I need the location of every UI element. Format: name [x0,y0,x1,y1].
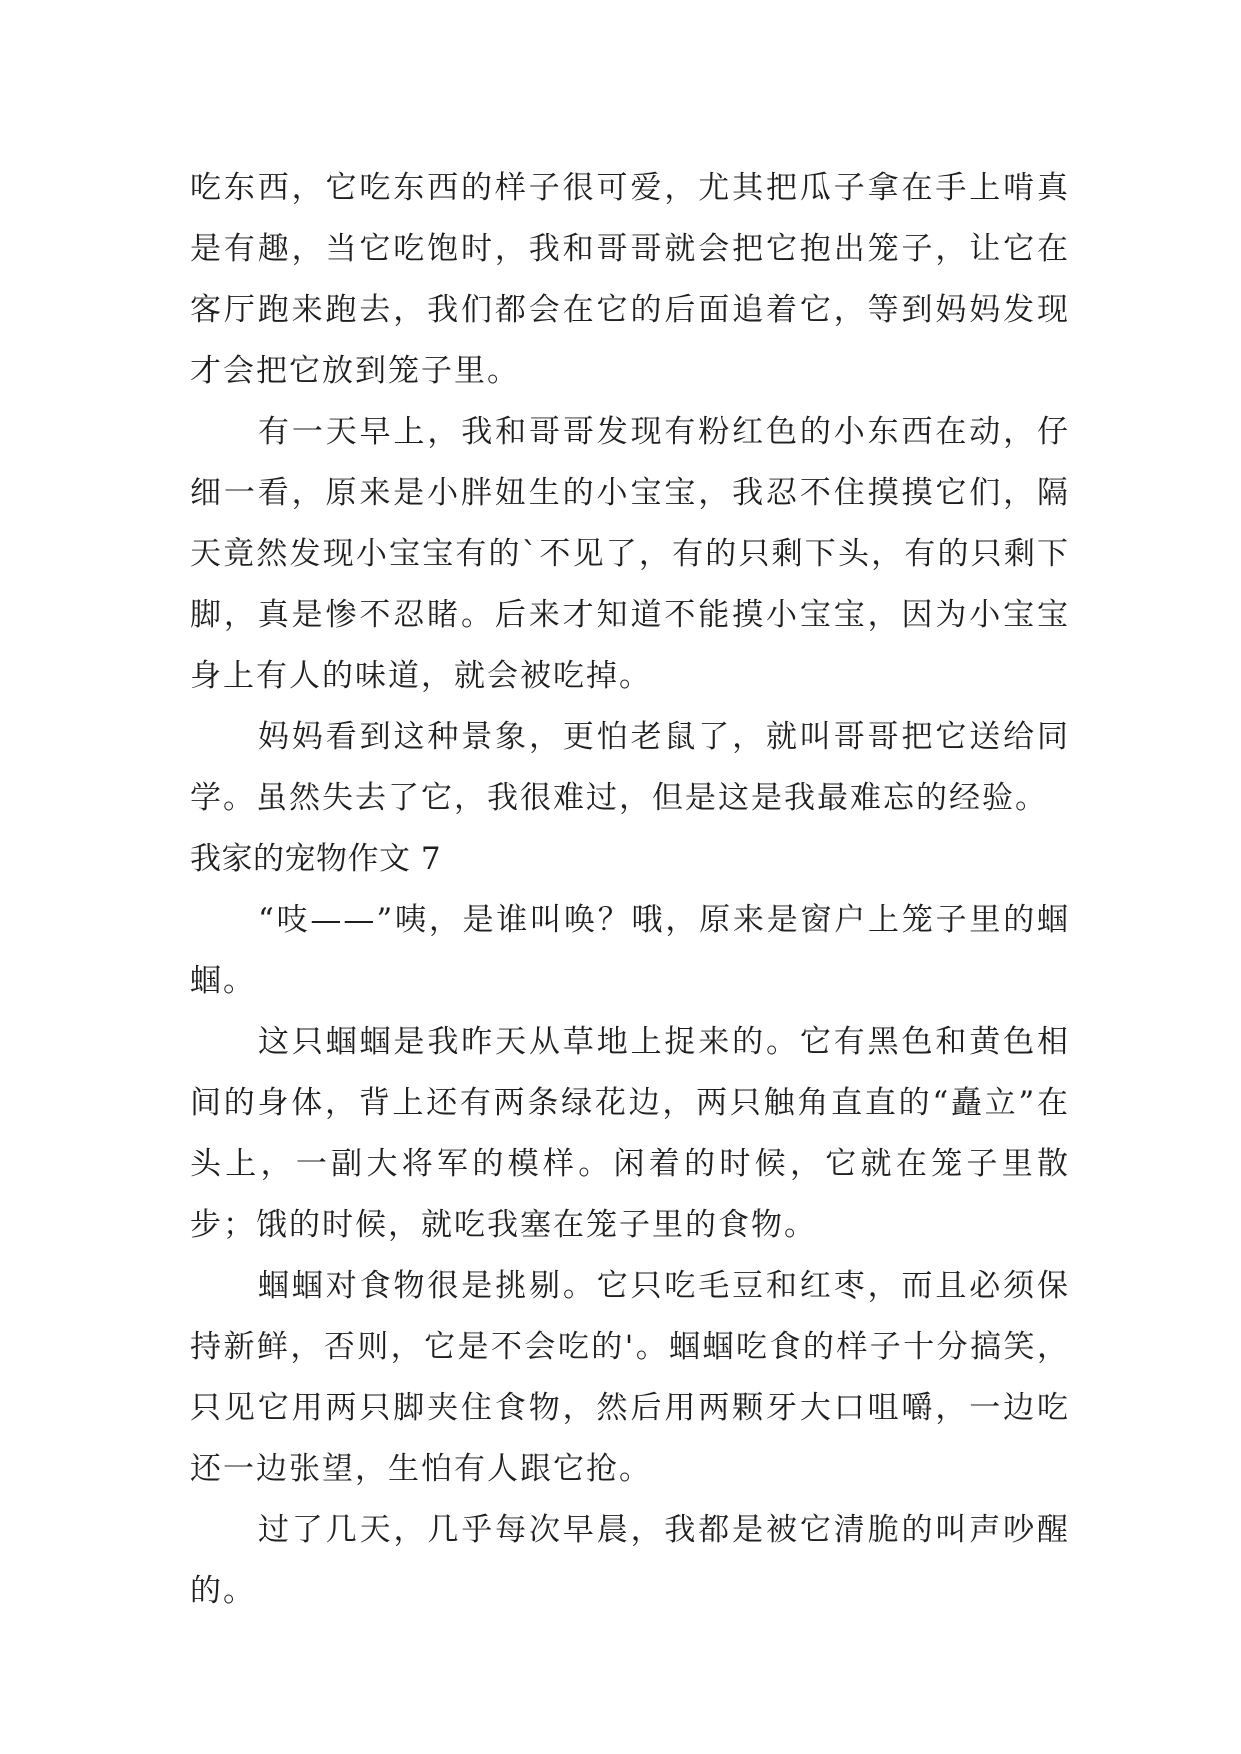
paragraph-5: 这只蝈蝈是我昨天从草地上捉来的。它有黑色和黄色相间的身体，背上还有两条绿花边，两只触角直直的“矗立”在头上，一副大将军的模样。闲着的时候，它就在笼子里散步；饿的时候，就吃我塞在笼子里的食物。 [190,1024,1070,1243]
paragraph-1: 吃东西，它吃东西的样子很可爱，尤其把瓜子拿在手上啃真是有趣，当它吃饱时，我和哥哥就会把它抱出笼子，让它在客厅跑来跑去，我们都会在它的后面追着它，等到妈妈发现才会把它放到笼子里。 [190,170,1070,389]
paragraph-2: 有一天早上，我和哥哥发现有粉红色的小东西在动，仔细一看，原来是小胖妞生的小宝宝，我忍不住摸摸它们，隔天竟然发现小宝宝有的`不见了，有的只剩下头，有的只剩下脚，真是惨不忍睹。后来才知道不能摸小宝宝，因为小宝宝身上有人的味道，就会被吃掉。 [190,414,1070,694]
paragraph-6: 蝈蝈对食物很是挑剔。它只吃毛豆和红枣，而且必须保持新鲜，否则，它是不会吃的'。蝈蝈吃食的样子十分搞笑，只见它用两只脚夹住食物，然后用两颗牙大口咀嚼，一边吃还一边张望，生怕有人跟它抢。 [190,1268,1070,1487]
paragraph-3: 妈妈看到这种景象，更怕老鼠了，就叫哥哥把它送给同学。虽然失去了它，我很难过，但是这是我最难忘的经验。 [190,719,1070,816]
paragraph-4: “吱——”咦，是谁叫唤？哦，原来是窗户上笼子里的蝈蝈。 [190,902,1070,999]
document-body [190,158,1070,1622]
section-heading: 我家的宠物作文 7 [190,841,442,877]
paragraph-7: 过了几天，几乎每次早晨，我都是被它清脆的叫声吵醒的。 [190,1512,1070,1609]
